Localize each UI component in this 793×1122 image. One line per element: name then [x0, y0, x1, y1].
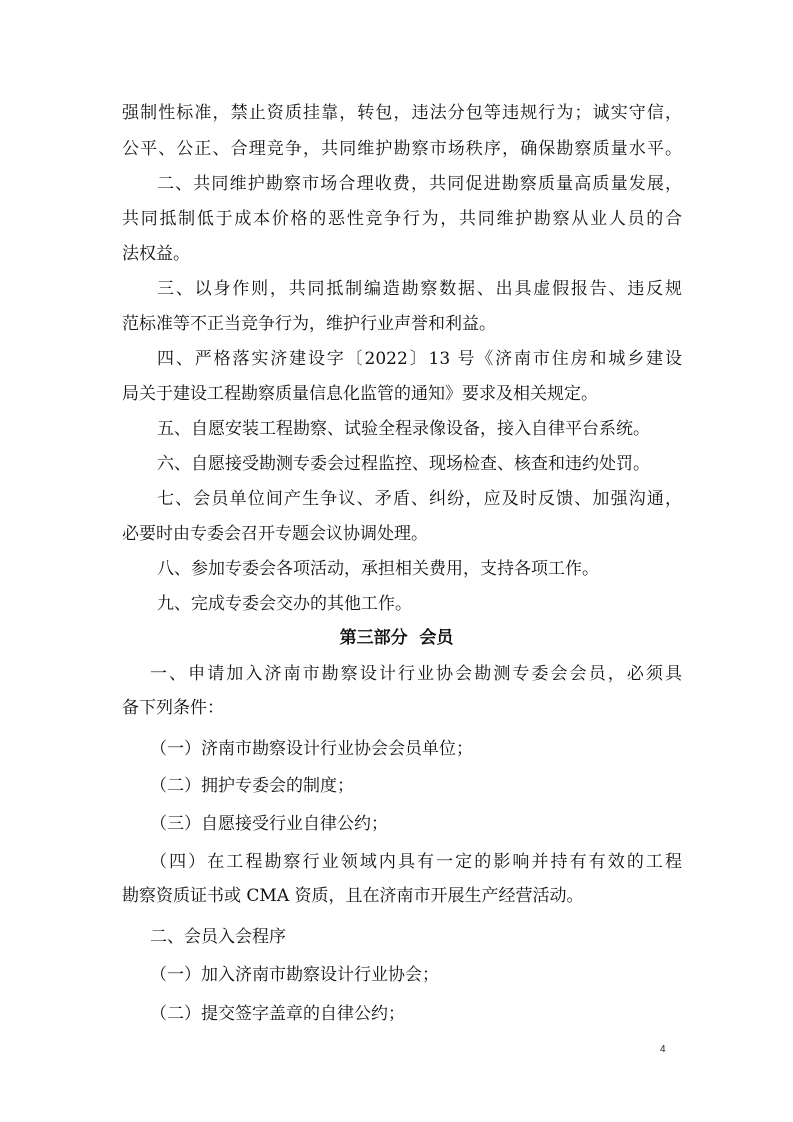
list-item: （二）拥护专委会的制度；: [150, 776, 354, 796]
list-item: 勘察资质证书或 CMA 资质，且在济南市开展生产经营活动。: [122, 886, 584, 906]
list-item: （一）加入济南市勘察设计行业协会；: [150, 965, 439, 985]
paragraph-line: 二、共同维护勘察市场合理收费，共同促进勘察质量高质量发展，: [157, 174, 682, 194]
paragraph-line: 公平、公正、合理竞争，共同维护勘察市场秩序，确保勘察质量水平。: [122, 139, 682, 159]
paragraph-line: 三、以身作则，共同抵制编造勘察数据、出具虚假报告、违反规: [157, 279, 682, 299]
paragraph-line: 一、申请加入济南市勘察设计行业协会勘测专委会会员，必须具: [150, 664, 682, 684]
paragraph-line: 二、会员入会程序: [150, 927, 286, 947]
paragraph-line: 七、会员单位间产生争议、矛盾、纠纷，应及时反馈、加强沟通，: [157, 489, 682, 509]
paragraph-line: 法权益。: [122, 244, 190, 264]
paragraph-line: 九、完成专委会交办的其他工作。: [157, 594, 412, 614]
paragraph-line: 局关于建设工程勘察质量信息化监管的通知》要求及相关规定。: [122, 384, 598, 404]
paragraph-line: 四、严格落实济建设字〔2022〕13 号《济南市住房和城乡建设: [157, 349, 682, 369]
paragraph-line: 八、参加专委会各项活动，承担相关费用，支持各项工作。: [157, 559, 599, 579]
section-heading: 第三部分 会员: [339, 628, 454, 648]
list-item: （三）自愿接受行业自律公约；: [150, 814, 388, 834]
paragraph-line: 必要时由专委会召开专题会议协调处理。: [122, 524, 428, 544]
paragraph-line: 范标准等不正当竞争行为，维护行业声誉和利益。: [122, 314, 496, 334]
list-item: （一）济南市勘察设计行业协会会员单位；: [150, 739, 473, 759]
list-item: （二）提交签字盖章的自律公约；: [150, 1004, 405, 1024]
paragraph-line: 备下列条件：: [122, 698, 224, 718]
page-number: 4: [660, 1044, 666, 1055]
paragraph-line: 六、自愿接受勘测专委会过程监控、现场检查、核查和违约处罚。: [157, 454, 650, 474]
paragraph-line: 五、自愿安装工程勘察、试验全程录像设备，接入自律平台系统。: [157, 419, 650, 439]
paragraph-line: 共同抵制低于成本价格的恶性竞争行为，共同维护勘察从业人员的合: [122, 209, 682, 229]
list-item: （四）在工程勘察行业领域内具有一定的影响并持有有效的工程: [150, 852, 682, 872]
paragraph-line: 强制性标准，禁止资质挂靠，转包，违法分包等违规行为；诚实守信，: [122, 103, 682, 123]
